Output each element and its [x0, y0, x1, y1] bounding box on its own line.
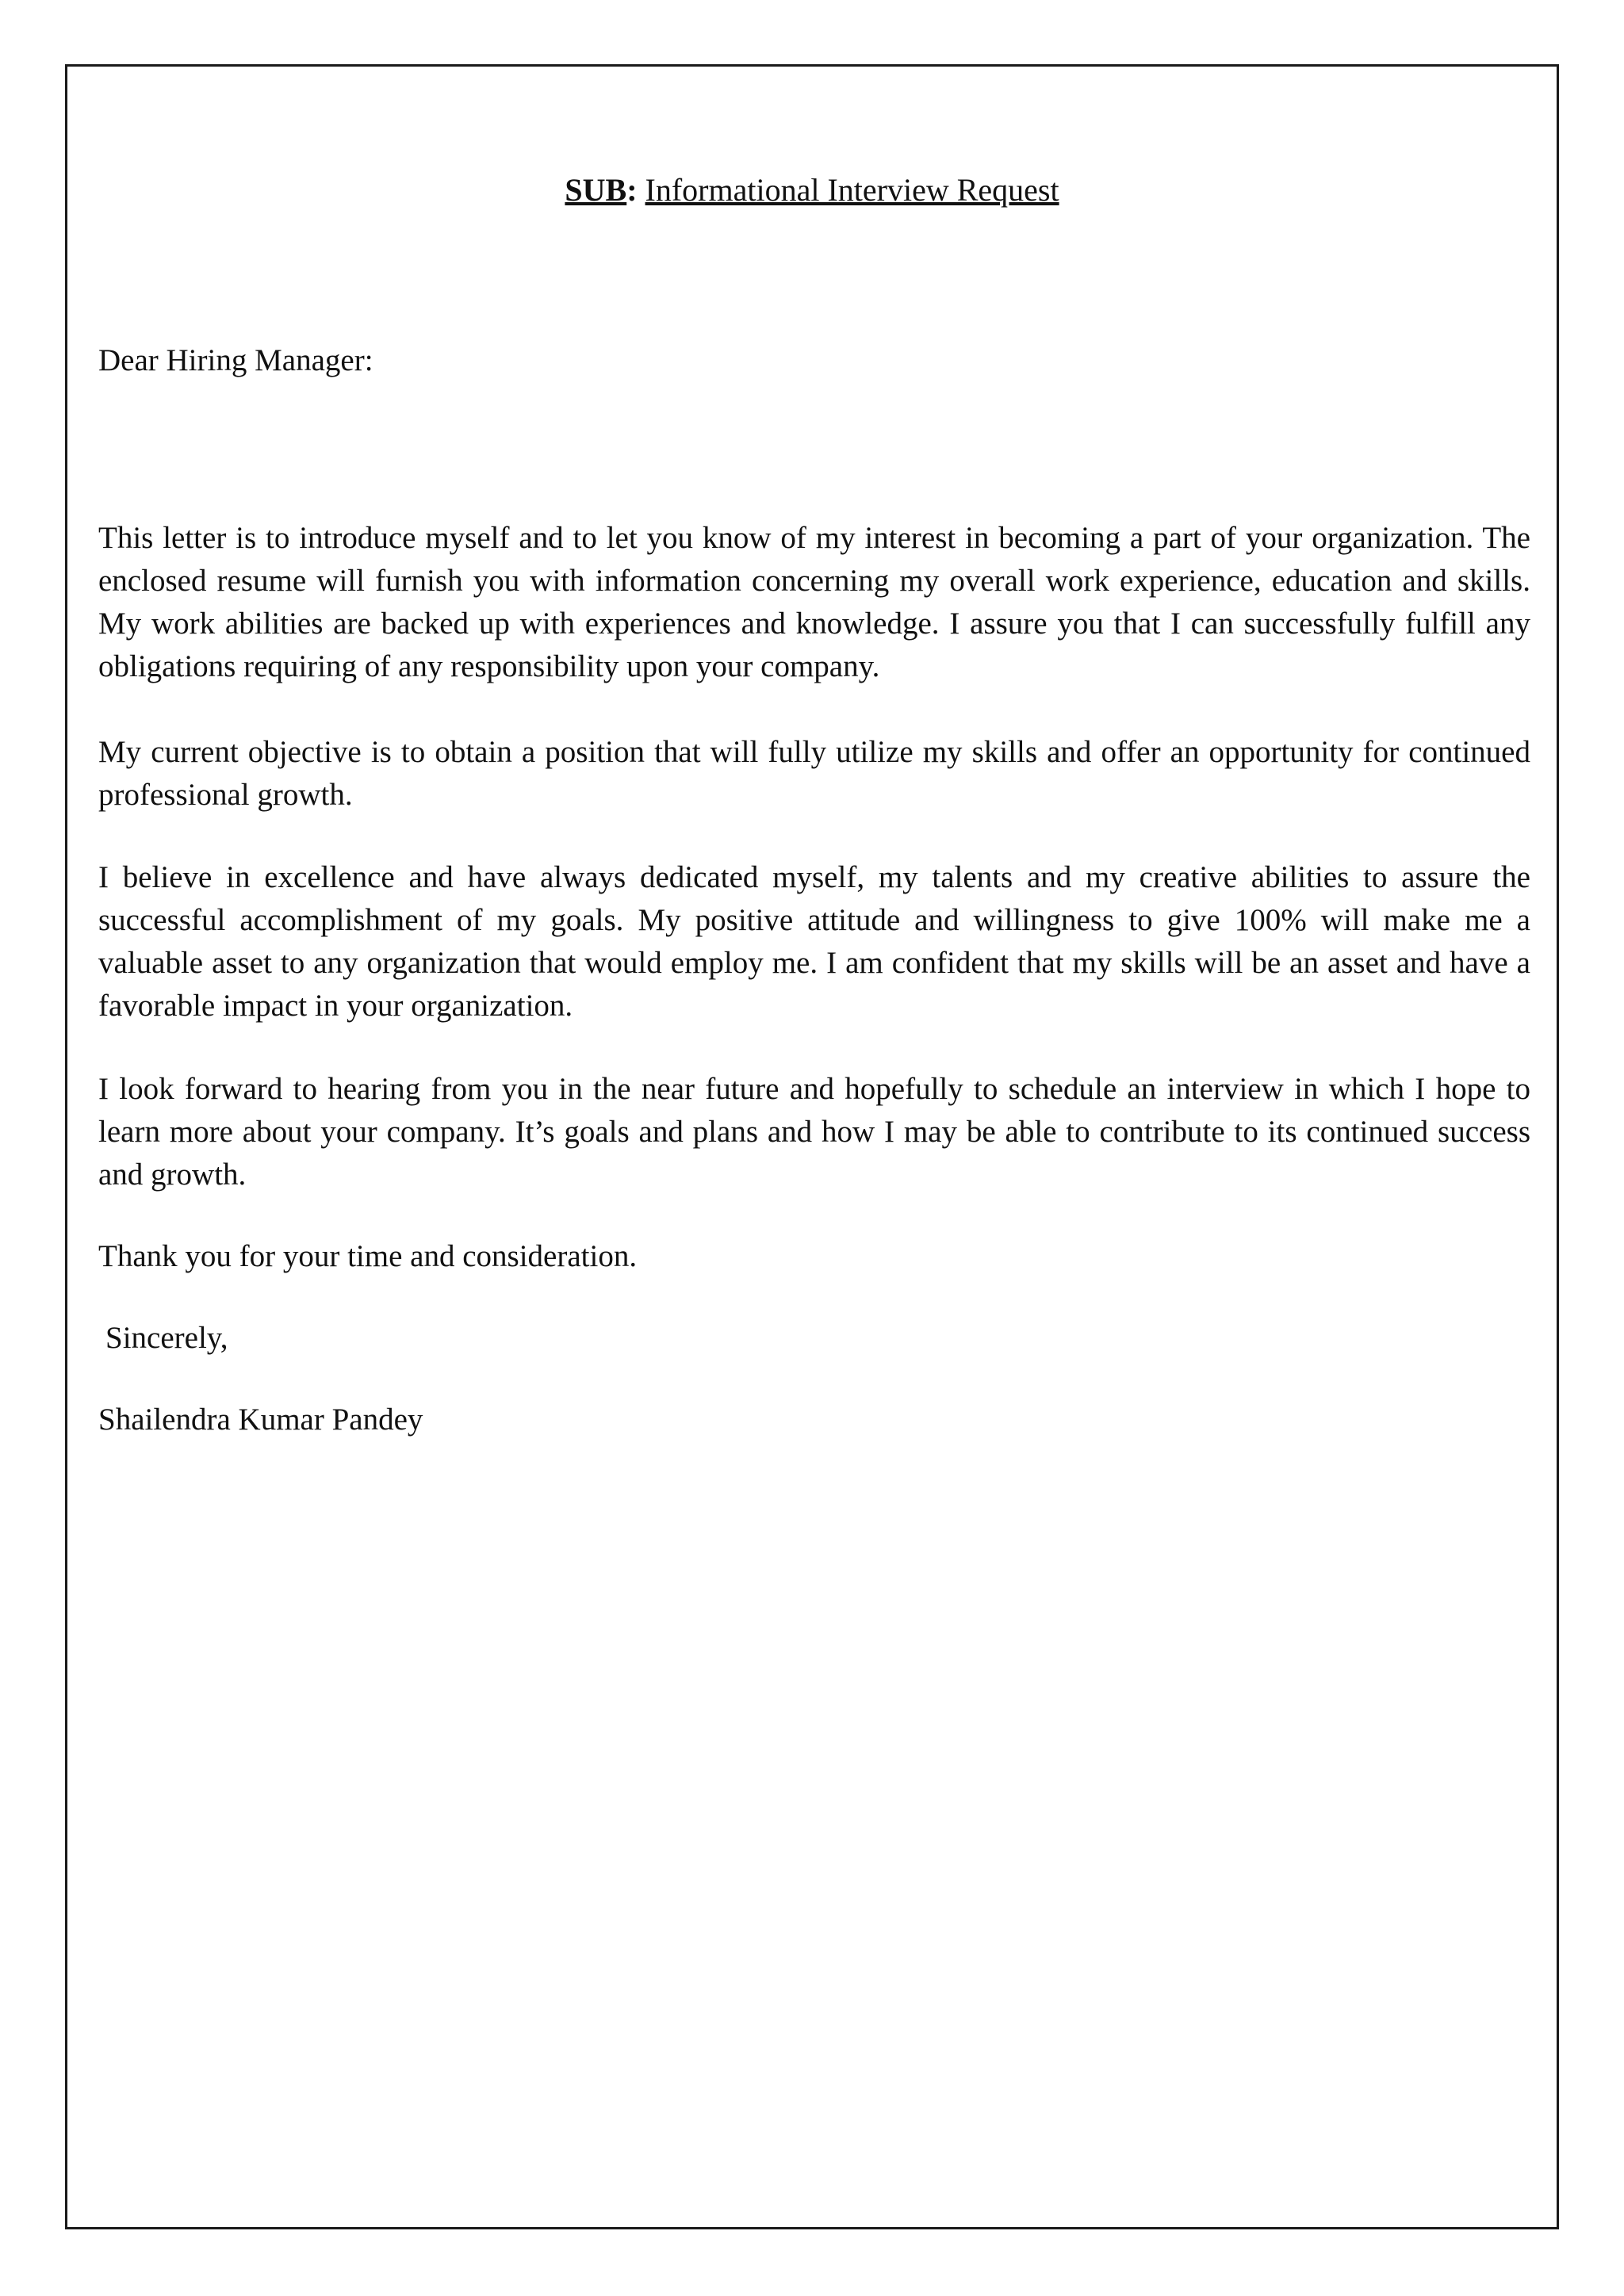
- body-paragraph-2: [98, 731, 1530, 817]
- paragraph-text: I look forward to hearing from you in the near future and hopefully to schedule an interview in which I hope to learn more about your company. It’s goals and plans and how I may be able to contribute to its continued success and growth.: [98, 1072, 1530, 1192]
- subject-label: SUB: [565, 172, 627, 208]
- subject-text: Informational Interview Request: [645, 172, 1059, 208]
- paragraph-text: This letter is to introduce myself and to let you know of my interest in becoming a part of your organization. The enclosed resume will furnish you with information concerning my overall work experience, education and skills. My work abilities are backed up with experiences and knowledge. I assure you that I can successfully fulfill any obligations requiring of any responsibility upon your company.: [98, 521, 1530, 683]
- salutation: Dear Hiring Manager:: [98, 343, 373, 377]
- body-paragraph-1: [98, 517, 1530, 688]
- thanks-line: Thank you for your time and consideration.: [98, 1239, 638, 1273]
- closing: Sincerely,: [105, 1321, 228, 1355]
- subject-line: [0, 168, 1624, 212]
- paragraph-text: I believe in excellence and have always dedicated myself, my talents and my creative abilities to assure the successful accomplishment of my goals. My positive attitude and willingness to give 100% will make me a valuable asset to any organization that would employ me. I am confident that my skills will be an asset and have a favorable impact in your organization.: [98, 860, 1530, 1023]
- signature-name: Shailendra Kumar Pandey: [98, 1402, 423, 1437]
- subject-colon: :: [626, 172, 638, 208]
- body-paragraph-3: [98, 856, 1530, 1027]
- body-paragraph-4: [98, 1068, 1530, 1196]
- paragraph-text: My current objective is to obtain a position that will fully utilize my skills and offer an opportunity for continued professional growth.: [98, 735, 1530, 812]
